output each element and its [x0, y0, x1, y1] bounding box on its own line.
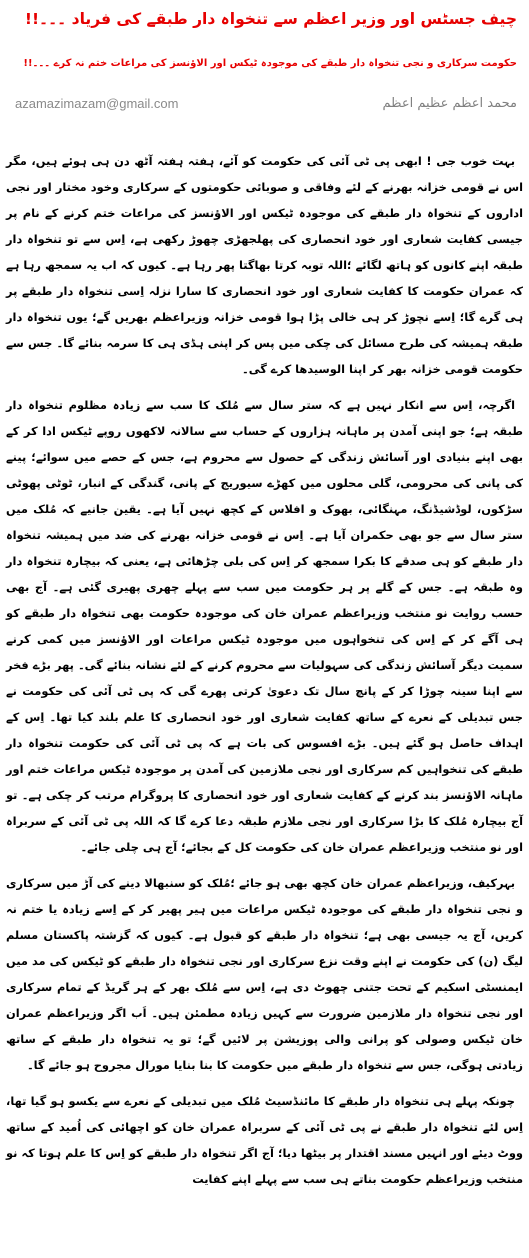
article-paragraph-4: چونکہ پہلے ہی تنخواہ دار طبقے کا مائنڈسیٹ مُلک میں تبدیلی کے نعرے سے یکسو ہو گیا تھا، اِس لئے تنخواہ دار طبقے نے پی ٹی آئی کے سربراہ عمران خان کو اچھائی کی اُمید کے ساتھ ووٹ دیئے اور انہیں مسند اقتدار پر بیٹھا دیا؛ آج اگر تنخواہ دار طبقے کو اِس کا علم ہوتا کہ نو منتخب وزیراعظم حکومت بناتے ہی سب سے پہلے اپنے کفایت: [6, 1094, 523, 1186]
article-paragraph-2: اگرچہ، اِس سے انکار نہیں ہے کہ ستر سال سے مُلک کا سب سے زیادہ مظلوم تنخواہ دار طبقہ ہے؛ جو اپنی آمدن پر ماہانہ ہزاروں کے حساب سے سالانہ لاکھوں روپے ٹیکس ادا کر کے بھی اپنے بنیادی اور آسائش زندگی کے حصول سے محروم ہے، جس کے حصے میں سوائے؛ پینے کی پانی کی محرومی، گلی محلوں میں کھڑے سیوریج کے پانی، گندگی کے انبار، ٹوٹی پھوٹی سڑکوں، لوڈشیڈنگ، مہنگائی، بھوک و افلاس کے کچھ نہیں آیا ہے۔ یقین جانیے کہ مُلک میں ستر سال سے جو بھی حکمران آیا ہے۔ اِس نے قومی خزانہ بھرنے کی ضد میں ہمیشہ تنخواہ دار طبقے کو ہی صدقے کا بکرا سمجھ کر اِس کی بلی چڑھائی ہے، یعنی کہ بیچارہ تنخواہ دار وہ طبقہ ہے۔ جس کے گلے پر ہر حکومت میں سب سے پہلے چھری پھیری گئی ہے۔ آج بھی حسب روایت نو منتخب وزیراعظم عمران خان کی موجودہ حکومت بھی تنخواہ دار طبقے کو ہی آگے کر کے اِس کی تنخواہوں میں موجودہ ٹیکس مراعات اور الاؤنسز میں کمی کرنے سمیت دیگر آسائش زندگی کی سہولیات سے محروم کرنے کے لئے نشانہ بنائے گی۔ پھر بڑے فخر سے اپنا سینہ چوڑا کر کے پانچ سال تک دعویٰ کرتی پھرے گی کہ پی ٹی آئی کی حکومت نے جس تبدیلی کے نعرے کے ساتھ کفایت شعاری اور خود انحصاری کا علم بلند کیا تھا۔ اِس کے اہداف حاصل ہو گئے ہیں۔ بڑے افسوس کی بات ہے کہ پی ٹی آئی کی حکومت تنخواہ دار طبقے کی تنخواہیں کم سرکاری اور نجی ملازمین کی آمدن پر موجودہ ٹیکس مراعات ختم اور ماہانہ الاؤنسز بند کرنے کے کفایت شعاری اور خود انحصاری کا پروگرام مرتب کر چکی ہے۔ تو آج بیچارہ مُلک کا بڑا سرکاری اور نجی ملازم طبقہ دعا کرے گا کہ اللہ پی ٹی آئی کے سربراہ اور نو منتخب وزیراعظم عمران خان کی حکومت کل کے بجائے؛ آج ہی چلی جائے۔: [6, 398, 523, 854]
article-body: [6, 148, 523, 1202]
headline-line-1: چیف جسٹس اور وزیر اعظم سے تنخواہ دار طبقے کی فریاد ۔۔۔!!: [24, 10, 517, 28]
article-paragraph-1: بہت خوب جی ! ابھی پی ٹی آئی کی حکومت کو آئے، ہفتہ ہفتہ آٹھ دن ہی ہوئے ہیں، مگر اس نے قومی خزانہ بھرنے کے لئے وفاقی و صوبائی حکومتوں کے سرکاری وخود مختار اور نجی اداروں کے تنخواہ دار طبقے کی موجودہ ٹیکس اور الاؤنسز کی مراعات ختم کرنے کے نام پر جیسی کفایت شعاری اور خود انحصاری کی پھلجھڑی چھوڑ رکھی ہے، اِس سے تو تنخواہ دار طبقہ اپنے کانوں کو ہاتھ لگائے ؛اللہ توبہ کرتا بھاگتا پھر رہا ہے۔ کیوں کہ اب یہ سمجھ رہا ہے کہ عمران حکومت کا کفایت شعاری اور خود انحصاری کا سارا نزلہ اِسی تنخواہ دار طبقے پر ہی گرے گا؛ اِسے نچوڑ کر ہی خالی پڑا ہوا قومی خزانہ وزیراعظم بھریں گے؛ یوں تنخواہ دار طبقہ ہمیشہ کی طرح مسائل کی چکی میں پس کر اپنی ہڈی ہی کا سرمہ بنائے گا۔ جس سے حکومت قومی خزانہ بھر کر اپنا الوسیدھا کرے گی۔: [6, 154, 523, 376]
headline-line-2: حکومت سرکاری و نجی تنخواہ دار طبقے کی موجودہ ٹیکس اور الاؤنسز کی مراعات ختم نہ کرے ۔۔۔!!: [23, 58, 517, 69]
author-name: محمد اعظم عظیم اعظم: [382, 95, 517, 111]
article-paragraph-3: بہرکیف، وزیراعظم عمران خان کچھ بھی ہو جائے ؛مُلک کو سنبھالا دینے کی آڑ میں سرکاری و نجی تنخواہ دار طبقے کی موجودہ ٹیکس مراعات میں ہیر پھیر کر کے اِسے زیادہ یا ختم نہ کریں، آج یہ جیسی بھی ہے؛ تنخواہ دار طبقے کو قبول ہے۔ کیوں کہ گزشتہ پاکستان مسلم لیگ (ن) کی حکومت نے اپنے وقت نزع سرکاری اور نجی تنخواہ دار طبقے کو ٹیکس کی مد میں ایمنسٹی اسکیم کے تحت جتنی چھوٹ دی ہے، اِس سے مُلک بھر کے ہر گریڈ کے تمام سرکاری اور نجی تنخواہ دار ملازمین ضرورت سے کہیں زیادہ مطمئن ہیں۔ اَب اگر وزیراعظم عمران خان ٹیکس وصولی کو پرانی والی پوزیشن پر لائیں گے؛ تو یہ تنخواہ دار طبقے کے ساتھ زیادتی ہوگی، جس سے تنخواہ دار طبقے میں حکومت کا بنا بنایا مورال مجروح ہو جائے گا۔: [6, 876, 523, 1072]
article-header: [0, 0, 529, 140]
author-email[interactable]: azamazimazam@gmail.com: [15, 95, 179, 111]
byline: [15, 92, 517, 114]
